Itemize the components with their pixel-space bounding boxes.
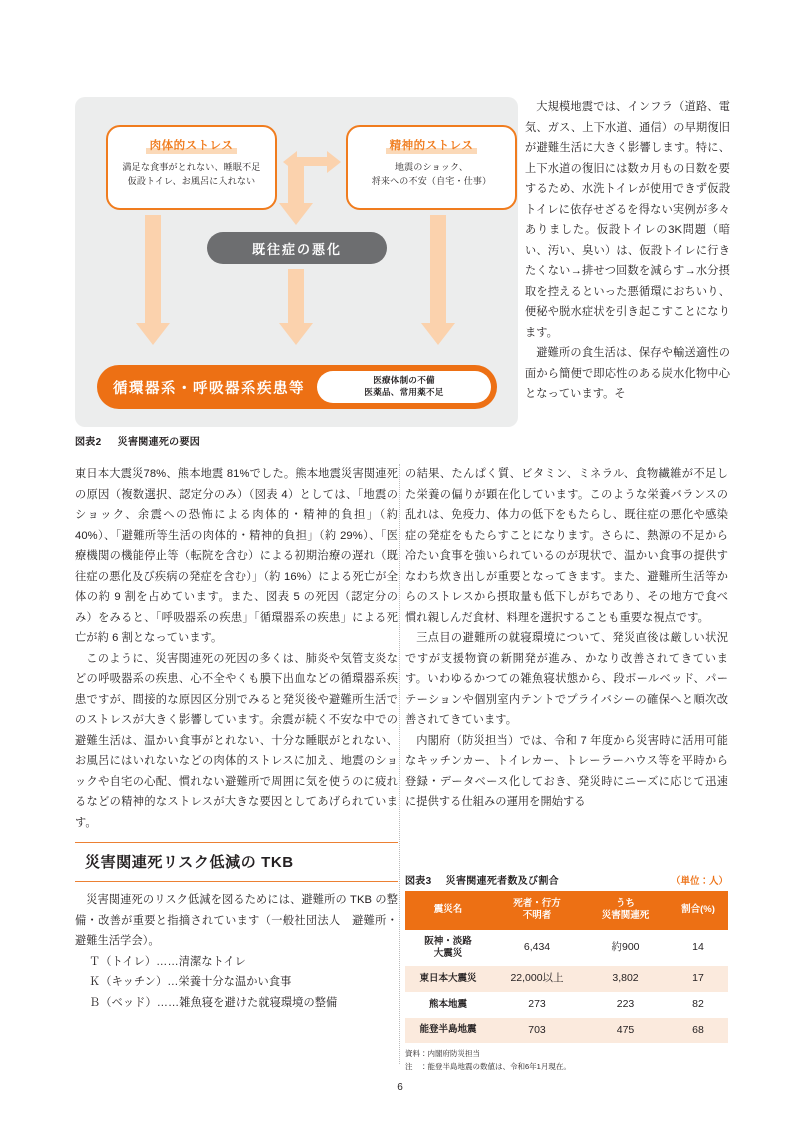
figure3-source-note: 資料：内閣府防災担当 xyxy=(405,1049,480,1059)
figure2-caption-title: 災害関連死の要因 xyxy=(117,437,201,448)
column-header-disaster-name-line1: 震災名 xyxy=(433,904,463,916)
row-deaths-missing: 6,434 xyxy=(491,930,583,967)
right-top-column xyxy=(525,97,730,405)
worsening-label: 既往症の悪化 xyxy=(251,241,342,257)
column-header-deaths-missing-line1: 死者・行方 xyxy=(513,898,561,909)
middle-down-arrow-head-icon xyxy=(279,323,313,345)
tkb-item-kitchen: Ｋ（キッチン）…栄養十分な温かい食事 xyxy=(89,976,292,989)
figure3-caption-title: 災害関連死者数及び割合 xyxy=(445,876,559,887)
column-header-related-deaths-line1: うち xyxy=(615,898,635,909)
column-header-related-deaths xyxy=(583,891,668,930)
figure2-caption xyxy=(75,433,200,448)
tkb-item-bed: Ｂ（ベッド）……雑魚寝を避けた就寝環境の整備 xyxy=(89,996,338,1009)
figure2-caption-label: 図表2 xyxy=(75,437,102,448)
row-ratio: 68 xyxy=(668,1018,728,1044)
physical-stress-line1: 満足な食事がとれない、睡眠不足 xyxy=(122,162,261,172)
row-ratio: 17 xyxy=(668,966,728,992)
figure3-table-block xyxy=(405,872,728,1073)
row-disaster-name: 能登半島地震 xyxy=(405,1018,491,1044)
right-top-paragraph-2: 避難所の食生活は、保存や輸送適性の面から簡便で即応性のある炭水化物中心となっています。そ xyxy=(525,347,730,400)
mental-stress-body xyxy=(348,161,515,189)
table-header-row xyxy=(405,891,728,930)
tkb-item-toilet: Ｔ（トイレ）……清潔なトイレ xyxy=(89,955,246,968)
mental-stress-title: 精神的ストレス xyxy=(386,137,478,154)
physical-stress-line2: 仮設トイレ、お風呂に入れない xyxy=(127,175,256,186)
mental-stress-line2: 将来への不安（自宅・仕事） xyxy=(371,175,492,186)
figure3-caption-label: 図表3 xyxy=(405,876,432,887)
right-paragraph-3: の結果、たんぱく質、ビタミン、ミネラル、食物繊維が不足した栄養の偏りが顕在化しています。このような栄養バランスの乱れは、免疫力、体力の低下をもたらし、既往症の悪化や感染症の発症をもたらすことになります。さらに、熱源の不足から冷たい食事を強いられているのが現状で、温かい食事の提供すなわち炊き出しが重要となってきます。また、避難所生活等からのストレスから摂取量も低下しがちであり、その地方で食べ慣れ親しんだ食材、料理を選択することも重要な視点です。 xyxy=(405,468,728,624)
middle-down-arrow-shaft xyxy=(288,269,304,325)
column-header-ratio xyxy=(668,891,728,930)
column-header-ratio-line1: 割合(%) xyxy=(681,904,715,916)
row-related-deaths: 約900 xyxy=(583,930,668,967)
column-header-deaths-missing xyxy=(491,891,583,930)
left-paragraph-3: 災害関連死のリスク低減を図るためには、避難所の TKB の整備・改善が重要と指摘されています（一般社団法人 避難所・避難生活学会）。 xyxy=(75,894,398,948)
left-down-arrow-head-icon xyxy=(136,323,170,345)
left-down-arrow-shaft xyxy=(145,215,161,325)
figure3-notes xyxy=(405,1048,728,1073)
row-deaths-missing: 703 xyxy=(491,1018,583,1044)
right-top-paragraph-1: 大規模地震では、インフラ（道路、電気、ガス、上下水道、通信）の早期復旧が避難生活に大きく影響します。特に、上下水道の復旧には数カ月もの日数を要するため、水洗トイレが使用できず仮設トイレに依存せざるを得ない実例が多々ありました。仮設トイレの3K問題（暗い、汚い、臭い）は、仮設トイレに行きたくない→排せつ回数を減らす→水分摂取を控えるといった悪循環におちいり、便秘や脱水症状を引き起こすことになります。 xyxy=(525,101,730,339)
row-disaster-name-line1: 阪神・淡路 xyxy=(424,935,472,947)
row-disaster-name xyxy=(405,930,491,967)
row-deaths-missing: 22,000以上 xyxy=(491,966,583,992)
physical-stress-body xyxy=(108,161,275,189)
left-column xyxy=(75,464,398,1013)
left-paragraph-1: 東日本大震災78%、熊本地震 81%でした。熊本地震災害関連死の原因（複数選択、認定分のみ）（図表 4）としては、「地震のショック、余震への恐怖による肉体的・精神的負担」（約 40%）、「避難所等生活の肉体的・精神的負担」（約 29%）、「医療機関の機能停止等（転院を含む）による初期治療の遅れ（既往症の悪化及び疾病の発症を含む）」（約 16%）による死亡が全体の約 9 割を占めています。また、図表 5 の死因（認定分のみ）をみると、「呼吸器系の疾患」「循環器系の疾患」による死亡が約 6 割となっています。 xyxy=(75,468,398,644)
table-row xyxy=(405,992,728,1018)
row-disaster-name-line2: 大震災 xyxy=(433,948,463,960)
column-header-disaster-name xyxy=(405,891,491,930)
table-row xyxy=(405,930,728,967)
figure2-diagram xyxy=(75,97,518,427)
page-number: 6 xyxy=(397,1082,403,1093)
mental-stress-line1: 地震のショック、 xyxy=(394,162,469,172)
mental-stress-box xyxy=(346,125,517,210)
right-column xyxy=(405,464,728,813)
table-row xyxy=(405,1018,728,1044)
center-down-arrow-shaft xyxy=(288,163,304,205)
medical-shortage-pill xyxy=(317,371,491,403)
right-paragraph-5: 内閣府（防災担当）では、令和 7 年度から災害時に活用可能なキッチンカー、トイレカー、トレーラーハウス等を平時から登録・データベース化しておき、発災時にニーズに応じて迅速に提供する仕組みの運用を開始する xyxy=(405,734,728,808)
row-ratio: 14 xyxy=(668,930,728,967)
row-related-deaths: 475 xyxy=(583,1018,668,1044)
row-related-deaths: 223 xyxy=(583,992,668,1018)
center-down-arrow-head-icon xyxy=(279,203,313,225)
right-down-arrow-shaft xyxy=(430,215,446,325)
tkb-section-heading-wrap xyxy=(75,842,398,882)
right-down-arrow-head-icon xyxy=(421,323,455,345)
worsening-preexisting-condition-box xyxy=(207,232,387,264)
column-header-deaths-missing-line2: 不明者 xyxy=(522,910,552,922)
figure3-remark-note: 注 ：能登半島地震の数値は、令和6年1月現在。 xyxy=(405,1061,571,1071)
disease-outcome-bar xyxy=(97,365,497,409)
column-header-related-deaths-line2: 災害関連死 xyxy=(601,910,650,922)
column-divider xyxy=(399,464,400,1064)
figure3-caption-row xyxy=(405,872,728,887)
medical-shortage-line1: 医療体制の不備 xyxy=(373,375,435,386)
tkb-section-heading: 災害関連死リスク低減の TKB xyxy=(85,854,294,871)
medical-shortage-line2: 医薬品、常用薬不足 xyxy=(364,387,444,397)
table-row xyxy=(405,966,728,992)
row-deaths-missing: 273 xyxy=(491,992,583,1018)
bidirectional-arrow-right-head-icon xyxy=(327,151,341,173)
disease-outcome-label: 循環器系・呼吸器系疾患等 xyxy=(113,380,305,397)
left-paragraph-2: このように、災害関連死の死因の多くは、肺炎や気管支炎などの呼吸器系の疾患、心不全やくも膜下出血などの循環器系疾患ですが、間接的な原因区分別でみると発災後や避難所生活でのストレスが大きく影響しています。余震が続く不安な中での避難生活は、温かい食事がとれない、十分な睡眠がとれない、お風呂にはいれないなどの肉体的ストレスに加え、地震のショックや自宅の心配、慣れない避難所で周囲に気を使うのに疲れるなどの精神的なストレスが大きな要因としてあげられています。 xyxy=(75,652,398,829)
physical-stress-box xyxy=(106,125,277,210)
figure3-unit-label: （単位：人） xyxy=(670,876,728,887)
right-paragraph-4: 三点目の避難所の就寝環境について、発災直後は厳しい状況ですが支援物資の新開発が進み、かなり改善されてきています。いわゆるかつての雑魚寝状態から、段ボールベッド、パーテーションや個別室内テントでプライバシーの確保へと順次改善されてきています。 xyxy=(405,632,728,726)
row-disaster-name: 熊本地震 xyxy=(405,992,491,1018)
row-related-deaths: 3,802 xyxy=(583,966,668,992)
disaster-related-deaths-table xyxy=(405,891,728,1043)
physical-stress-title: 肉体的ストレス xyxy=(146,137,238,154)
figure3-caption xyxy=(405,872,559,887)
row-disaster-name: 東日本大震災 xyxy=(405,966,491,992)
row-ratio: 82 xyxy=(668,992,728,1018)
